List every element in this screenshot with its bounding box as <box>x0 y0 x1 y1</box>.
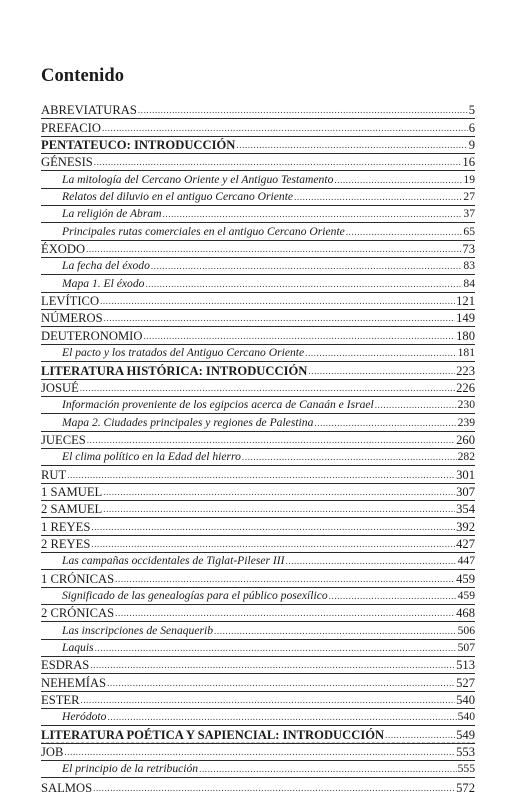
dot-leader <box>115 572 455 586</box>
dot-leader <box>385 728 455 742</box>
toc-entry-title: RUT <box>41 467 67 482</box>
toc-entry <box>41 657 475 674</box>
toc-page-number: 181 <box>457 346 475 360</box>
toc-entry <box>41 154 475 171</box>
toc-page-number: 84 <box>463 276 475 290</box>
toc-entry-title: LITERATURA POÉTICA Y SAPIENCIAL: INTRODUCCIÓN <box>41 727 385 742</box>
toc-entry-title: PENTATEUCO: INTRODUCCIÓN <box>41 138 236 153</box>
toc-subentry <box>41 588 475 605</box>
dot-leader <box>67 468 455 482</box>
toc-entry-title: Relatos del diluvio en el antiguo Cercano Oriente <box>62 190 294 204</box>
dot-leader <box>329 589 457 603</box>
footer-divider <box>41 742 475 743</box>
dot-leader <box>102 121 468 135</box>
toc-entry-title: 1 REYES <box>41 519 91 534</box>
dot-leader <box>375 398 457 412</box>
toc-page-number: 447 <box>457 554 475 568</box>
toc-entry <box>41 744 475 761</box>
dot-leader <box>236 138 467 152</box>
toc-entry <box>41 102 475 119</box>
dot-leader <box>242 450 457 464</box>
toc-entry <box>41 484 475 501</box>
toc-page-number: 230 <box>457 398 475 412</box>
toc-page-number: 459 <box>457 588 475 602</box>
toc-entry-title: JOSUÉ <box>41 380 79 395</box>
toc-entry-title: 1 SAMUEL <box>41 484 103 499</box>
toc-page-number: 223 <box>456 363 475 378</box>
toc-entry-title: JOB <box>41 745 64 760</box>
dot-leader <box>163 207 463 221</box>
toc-page-number: 427 <box>456 536 475 551</box>
dot-leader <box>90 658 455 672</box>
toc-entry-title: NÚMEROS <box>41 311 103 326</box>
toc-entry <box>41 501 475 518</box>
dot-leader <box>334 173 462 187</box>
toc-entry-title: Mapa 1. El éxodo <box>62 276 145 290</box>
toc-page-number: 513 <box>456 658 475 673</box>
toc-subentry <box>41 189 475 206</box>
dot-leader <box>87 433 455 447</box>
page-title: Contenido <box>41 66 125 86</box>
toc-page-number: 553 <box>456 745 475 760</box>
toc-entry <box>41 119 475 136</box>
toc-subentry <box>41 640 475 657</box>
toc-page-number: 572 <box>456 780 475 795</box>
dot-leader <box>138 103 468 117</box>
toc-entry-title: DEUTERONOMIO <box>41 328 143 343</box>
toc-page-number: 506 <box>457 623 475 637</box>
toc-page-number: 507 <box>457 641 475 654</box>
toc-page-number: 282 <box>457 450 475 464</box>
toc-subentry <box>41 171 475 188</box>
toc-entry-title: Las campañas occidentales de Tiglat-Pileser III <box>62 554 285 568</box>
toc-page-number: 37 <box>463 207 475 221</box>
toc-subentry <box>41 275 475 292</box>
toc-page-number: 5 <box>468 103 475 118</box>
dot-leader <box>151 259 463 273</box>
toc-entry-title: ESDRAS <box>41 658 90 673</box>
toc-entry-title: 2 CRÓNICAS <box>41 606 115 621</box>
toc-entry-title: ABREVIATURAS <box>41 103 137 118</box>
dot-leader <box>294 190 462 204</box>
dot-leader <box>104 311 456 325</box>
toc-page-number: 301 <box>456 467 475 482</box>
toc-entry-title: El pacto y los tratados del Antiguo Cercano Oriente <box>62 346 305 360</box>
dot-leader <box>143 329 455 343</box>
table-of-contents <box>41 102 475 796</box>
dot-leader <box>314 416 456 430</box>
toc-entry-title: Las inscripciones de Senaquerib <box>62 623 214 637</box>
toc-page-number: 65 <box>463 224 475 238</box>
toc-entry-title: GÉNESIS <box>41 155 93 170</box>
toc-entry-title: La fecha del éxodo <box>62 259 150 273</box>
toc-entry-title: ÉXODO <box>41 242 86 257</box>
toc-page-number: 73 <box>462 242 475 257</box>
toc-page-number: 83 <box>463 259 475 273</box>
dot-leader <box>80 381 455 395</box>
toc-entry-title: El principio de la retribución <box>62 762 199 776</box>
dot-leader <box>214 624 457 638</box>
dot-leader <box>95 641 457 655</box>
toc-page-number: 6 <box>468 120 475 135</box>
toc-page-number: 260 <box>456 432 475 447</box>
toc-page-number: 226 <box>456 380 475 395</box>
toc-page-number: 180 <box>456 328 475 343</box>
toc-entry-title: ESTER <box>41 693 80 708</box>
toc-entry <box>41 778 475 795</box>
toc-page-number: 468 <box>456 606 475 621</box>
toc-entry <box>41 536 475 553</box>
toc-page-number: 354 <box>456 502 475 517</box>
toc-page-number: 527 <box>456 675 475 690</box>
toc-entry-title: La mitología del Cercano Oriente y el Antiguo Testamento <box>62 172 334 186</box>
toc-entry-title: Mapa 2. Ciudades principales y regiones de Palestina <box>62 415 314 429</box>
toc-entry-title: Laquis <box>62 641 94 654</box>
toc-page-number: 27 <box>463 190 475 204</box>
dot-leader <box>93 781 455 795</box>
dot-leader <box>91 537 455 551</box>
dot-leader <box>94 155 462 169</box>
toc-subentry <box>41 553 475 570</box>
dot-leader <box>308 364 455 378</box>
dot-leader <box>80 693 455 707</box>
toc-subentry <box>41 761 475 778</box>
toc-page-number: 19 <box>463 172 475 186</box>
toc-page-number: 549 <box>456 727 475 742</box>
toc-subentry <box>41 622 475 639</box>
toc-subentry <box>41 206 475 223</box>
toc-entry-title: Heródoto <box>62 710 107 724</box>
toc-entry-title: 1 CRÓNICAS <box>41 571 115 586</box>
dot-leader <box>100 294 455 308</box>
toc-subentry <box>41 709 475 726</box>
toc-entry-title: El clima político en la Edad del hierro <box>62 450 241 464</box>
toc-entry-title: SALMOS <box>41 780 93 795</box>
toc-entry-title: PREFACIO <box>41 120 101 135</box>
toc-entry-title: NEHEMÍAS <box>41 675 107 690</box>
dot-leader <box>305 346 456 360</box>
toc-entry-title: JUECES <box>41 432 86 447</box>
toc-page-number: 540 <box>456 693 475 708</box>
toc-section-heading <box>41 362 475 379</box>
dot-leader <box>145 277 462 291</box>
dot-leader <box>103 485 455 499</box>
toc-entry <box>41 241 475 258</box>
dot-leader <box>346 225 463 239</box>
toc-entry <box>41 692 475 709</box>
toc-entry <box>41 605 475 622</box>
dot-leader <box>64 745 455 759</box>
toc-page-number: 555 <box>457 762 475 776</box>
toc-entry <box>41 327 475 344</box>
toc-entry-title: Significado de las genealogías para el público posexílico <box>62 588 328 602</box>
toc-page-number: 239 <box>457 415 475 429</box>
dot-leader <box>115 606 455 620</box>
toc-subentry <box>41 258 475 275</box>
toc-entry <box>41 380 475 397</box>
toc-entry-title: 2 REYES <box>41 536 91 551</box>
toc-page-number: 540 <box>457 710 475 724</box>
toc-entry <box>41 570 475 587</box>
toc-subentry <box>41 449 475 466</box>
toc-page-number: 307 <box>456 484 475 499</box>
toc-section-heading <box>41 137 475 154</box>
toc-entry <box>41 293 475 310</box>
toc-entry-title: LITERATURA HISTÓRICA: INTRODUCCIÓN <box>41 363 308 378</box>
toc-page-number: 392 <box>456 519 475 534</box>
toc-page-number: 149 <box>456 311 475 326</box>
toc-entry-title: 2 SAMUEL <box>41 502 103 517</box>
dot-leader <box>107 676 455 690</box>
toc-entry <box>41 466 475 483</box>
dot-leader <box>91 520 455 534</box>
dot-leader <box>286 554 457 568</box>
toc-entry <box>41 310 475 327</box>
toc-entry <box>41 674 475 691</box>
toc-page-number: 16 <box>462 155 475 170</box>
toc-page-number: 9 <box>468 138 475 153</box>
toc-subentry <box>41 414 475 431</box>
dot-leader <box>86 242 461 256</box>
dot-leader <box>107 710 456 724</box>
toc-subentry <box>41 397 475 414</box>
toc-page-number: 459 <box>456 571 475 586</box>
toc-page-number: 121 <box>456 294 475 309</box>
toc-entry <box>41 518 475 535</box>
toc-entry-title: Información proveniente de los egipcios acerca de Canaán e Israel <box>62 398 374 412</box>
toc-entry-title: Principales rutas comerciales en el antiguo Cercano Oriente <box>62 224 345 238</box>
toc-entry-title: LEVÍTICO <box>41 294 100 309</box>
dot-leader <box>103 502 455 516</box>
toc-entry <box>41 432 475 449</box>
dot-leader <box>199 762 457 776</box>
toc-subentry <box>41 345 475 362</box>
toc-subentry <box>41 223 475 240</box>
toc-entry-title: La religión de Abram <box>62 207 162 221</box>
